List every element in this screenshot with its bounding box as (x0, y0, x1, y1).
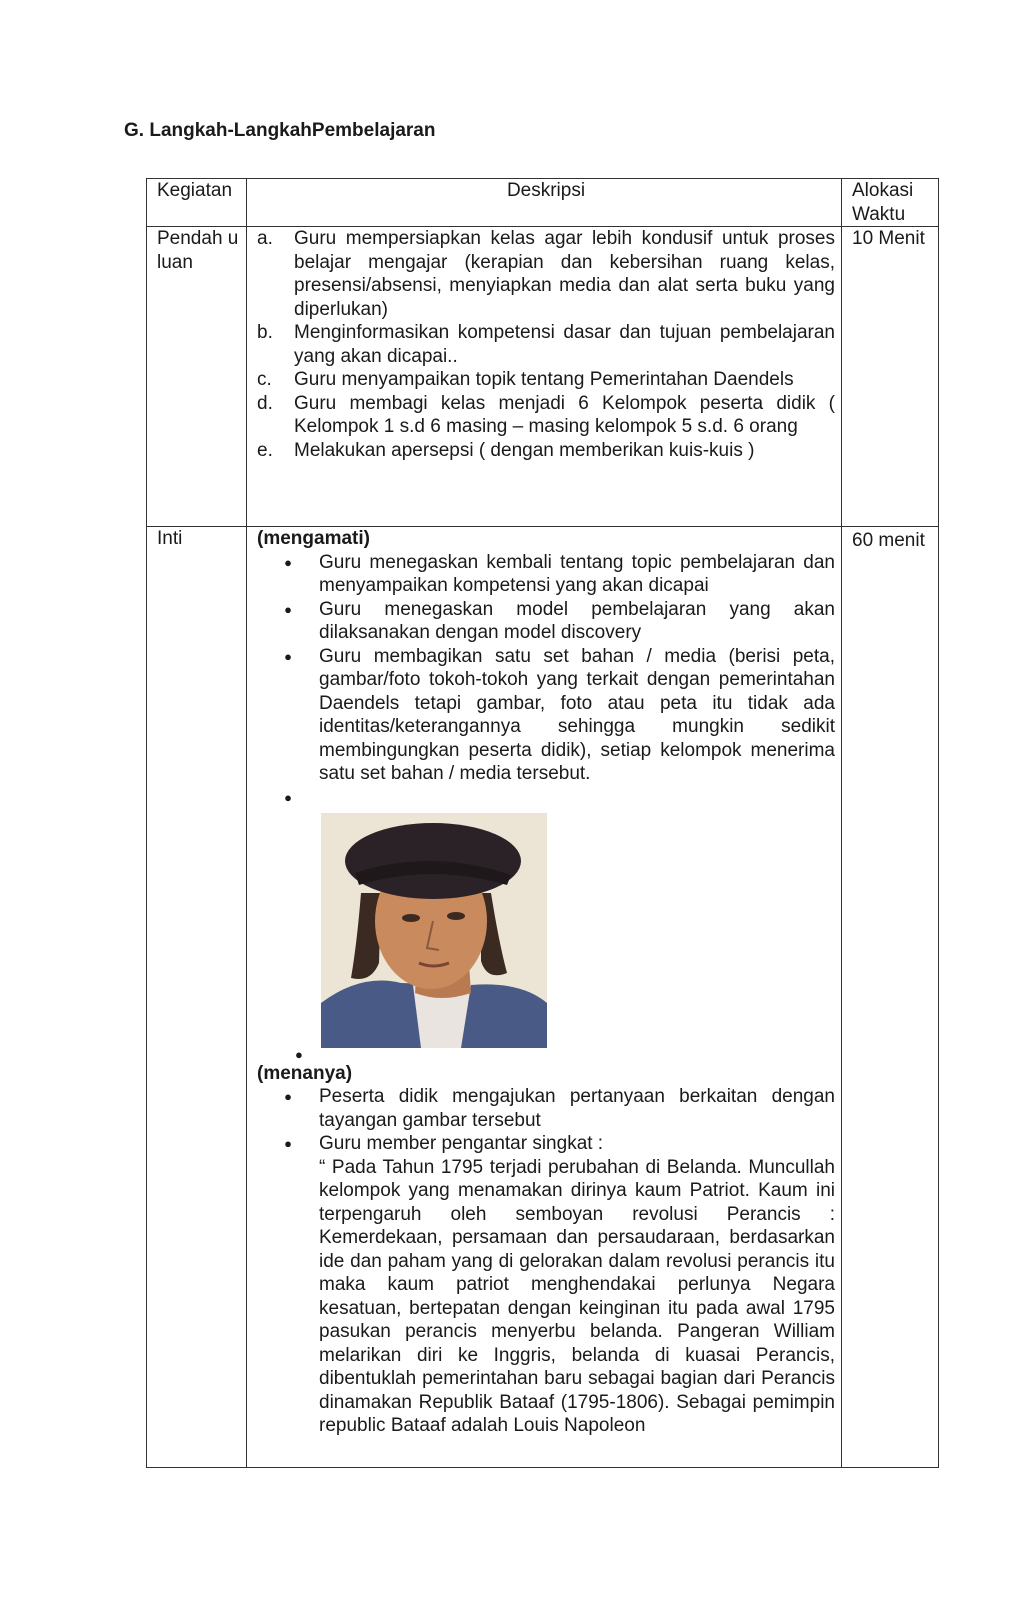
list-item-text: Guru menegaskan model pembelajaran yang akan dilaksanakan dengan model discovery (319, 598, 835, 643)
activity-label-inti: Inti (147, 527, 247, 1468)
intro-label: Guru member pengantar singkat : (319, 1133, 604, 1154)
table-row-pendahuluan (147, 227, 939, 527)
list-item (257, 392, 835, 439)
list-marker: a. (257, 228, 273, 249)
header-kegiatan: Kegiatan (147, 179, 247, 227)
list-item-text: Guru menegaskan kembali tentang topic pembelajaran dan menyampaikan kompetensi yang akan dicapai (319, 551, 835, 596)
table-header-row (147, 179, 939, 227)
list-item (257, 227, 835, 321)
list-item (257, 786, 835, 809)
pendahuluan-list (257, 227, 835, 462)
bullet-dot-icon: ● (284, 601, 292, 617)
table-row-inti (147, 527, 939, 1468)
bullet-dot-icon: ● (284, 554, 292, 570)
list-marker: d. (257, 392, 273, 414)
mengamati-list (257, 551, 835, 809)
list-item (257, 645, 835, 786)
list-item (257, 551, 835, 598)
time-inti: 60 menit (842, 527, 939, 1468)
list-item-text: Guru membagi kelas menjadi 6 Kelompok peserta didik ( Kelompok 1 s.d 6 masing – masing kelompok 5 s.d. 6 orang (294, 392, 835, 437)
list-marker: c. (257, 369, 272, 390)
bullet-dot-icon: ● (284, 1089, 292, 1104)
list-item (257, 368, 835, 392)
portrait-image (321, 813, 547, 1048)
list-item-text (319, 1132, 835, 1438)
list-item (257, 1132, 835, 1438)
list-item-text: Guru mempersiapkan kelas agar lebih kondusif untuk proses belajar mengajar (kerapian dan kebersihan ruang kelas, presensi/absensi, menyiapkan media dan alat serta buku yang diperlukan) (294, 228, 835, 320)
list-item (257, 321, 835, 368)
section-heading: G. Langkah-LangkahPembelajaran (124, 120, 436, 141)
menanya-title: (menanya) (257, 1062, 353, 1084)
list-item-text: Menginformasikan kompetensi dasar dan tujuan pembelajaran yang akan dicapai.. (294, 322, 835, 367)
list-item-text: Guru menyampaikan topik tentang Pemerintahan Daendels (294, 369, 794, 390)
bullet-dot-icon: ● (284, 648, 292, 664)
description-pendahuluan (247, 227, 842, 527)
list-item (257, 1085, 835, 1132)
header-deskripsi: Deskripsi (247, 179, 842, 227)
bullet-dot-icon: ● (284, 1136, 292, 1151)
bullet-dot-icon: ● (295, 1046, 303, 1062)
learning-steps-table (146, 178, 939, 1468)
header-alokasi: Alokasi Waktu (842, 179, 939, 227)
menanya-list (257, 1085, 835, 1438)
list-item (257, 439, 835, 463)
history-quote: “ Pada Tahun 1795 terjadi perubahan di Belanda. Muncullah kelompok yang menamakan dirinya kaum Patriot. Kaum ini terpengaruh oleh semboyan revolusi Perancis : Kemerdekaan, persamaan dan persaudaraan, berdasarkan ide dan paham yang di gelorakan dalam revolusi perancis itu maka kaum patriot menghendakai perlunya Negara kesatuan, bertepatan dengan keinginan itu pada awal 1795 pasukan perancis menyerbu belanda. Pangeran William melarikan diri ke Inggris, belanda di kuasai Perancis, dibentuklah pemerintahan baru sebagai bagian dari Perancis dinamakan Republik Bataaf (1795-1806). Sebagai pemimpin republic Bataaf adalah Louis Napoleon (319, 1156, 835, 1436)
list-item-text: Guru membagikan satu set bahan / media (berisi peta, gambar/foto tokoh-tokoh yang terkait dengan pemerintahan Daendels tetapi gambar, foto atau peta itu tidak ada identitas/keterangannya sehingga mungkin sedikit membingungkan peserta didik), setiap kelompok menerima satu set bahan / media tersebut. (319, 645, 835, 784)
list-item-text: Peserta didik mengajukan pertanyaan berkaitan dengan tayangan gambar tersebut (319, 1086, 835, 1131)
list-marker: e. (257, 439, 273, 461)
description-inti (247, 527, 842, 1468)
mengamati-title: (mengamati) (257, 528, 370, 549)
list-marker: b. (257, 322, 273, 343)
list-item (257, 598, 835, 645)
activity-label-pendahuluan: Pendah u luan (147, 227, 247, 527)
time-pendahuluan: 10 Menit (842, 227, 939, 527)
bullet-dot-icon: ● (284, 789, 292, 805)
list-item-text: Melakukan apersepsi ( dengan memberikan kuis-kuis ) (294, 439, 755, 461)
